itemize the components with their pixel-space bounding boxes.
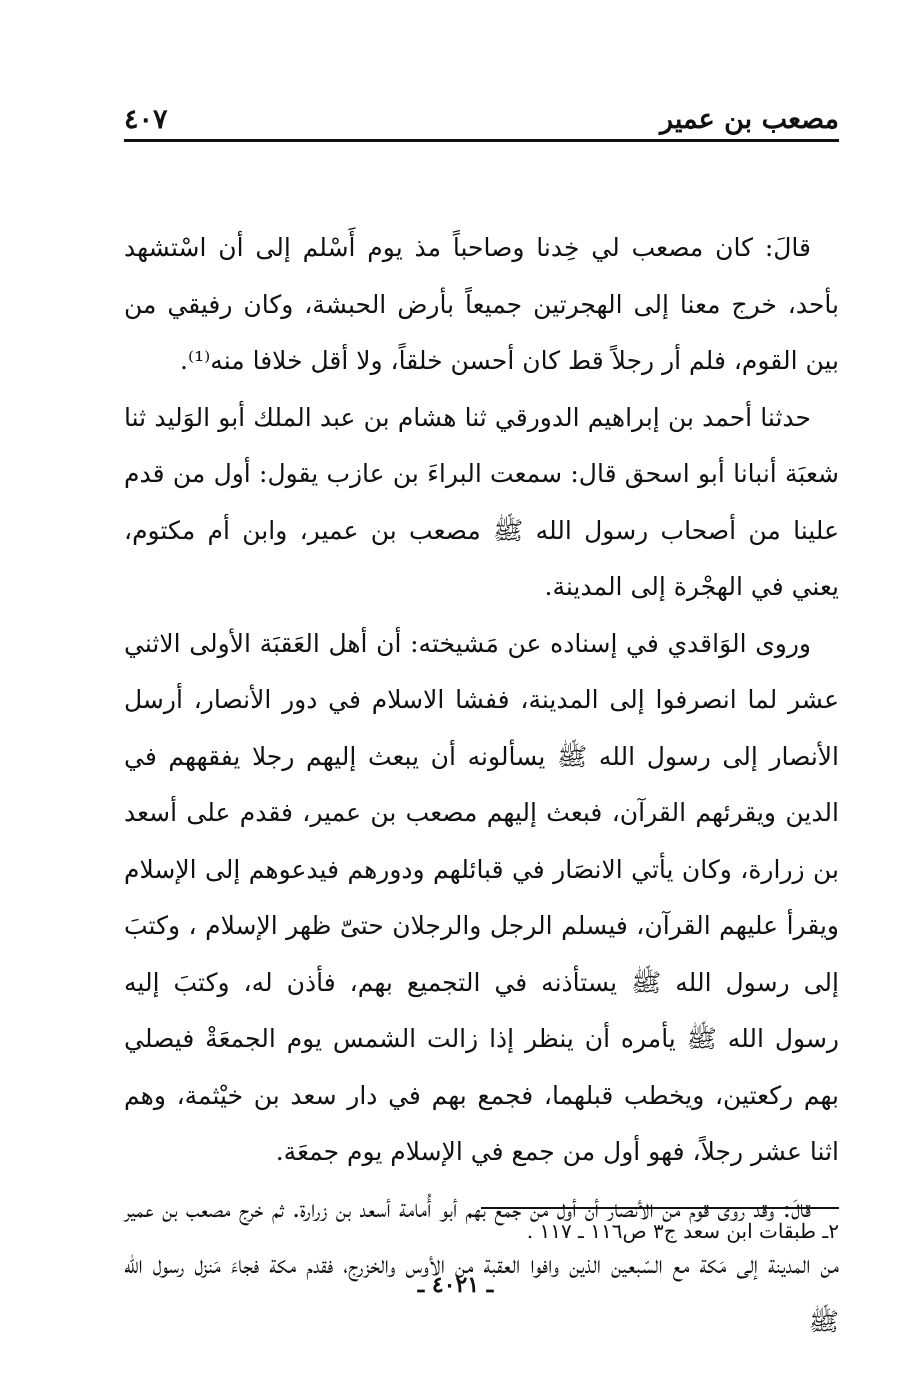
paragraph: قالَ: كان مصعب لي خِدنا وصاحباً مذ يوم أَسْلم إلى أن اسْتشهد بأحد، خرج معنا إلى الهجرتين جميعاً بأرض الحبشة، وكان رفيقي من بين القوم، فلم أر رجلاً قط كان أحسن خلقاً، ولا أقل خلافا منه⁽¹⁾. (124, 233, 839, 375)
body-text (124, 220, 839, 1350)
paragraph: حدثنا أحمد بن إبراهيم الدورقي ثنا هشام بن عبد الملك أبو الوَليد ثنا شعبَة أنبانا أبو اسحق قال: سمعت البراءَ بن عازب يقول: أول من قدم علينا من أصحاب رسول الله ﷺ مصعب بن عمير، وابن أم مكتوم، يعني في الهجْرة إلى المدينة. (124, 402, 839, 601)
paragraph: وروى الوَاقدي في إسناده عن مَشيخته: أن أهل العَقبَة الأولى الاثني عشر لما انصرفوا إلى المدينة، ففشا الاسلام في دور الأنصار، أرسل الأنصار إلى رسول الله ﷺ يسألونه أن يبعث إليهم رجلا يفقههم في الدين ويقرئهم القرآن، فبعث إليهم مصعب بن عمير، فقدم على أسعد بن زرارة، وكان يأتي الانصَار في قبائلهم ودورهم فيدعوهم إلى الإسلام ويقرأ عليهم القرآن، فيسلم الرجل والرجلان حتىّ ظهر الإسلام ، وكتبَ إلى رسول الله ﷺ يستأذنه في التجميع بهم، فأذن له، وكتبَ إليه رسول الله ﷺ يأمره أن ينظر إذا زالت الشمس يوم الجمعَةْ فيصلي بهم ركعتين، ويخطب قبلهما، فجمع بهم في دار سعد بن خيْثمة، وهم اثنا عشر رجلاً، فهو أول من جمع في الإسلام يوم جمعَة. (124, 628, 839, 1166)
folio-page-number: ـ ٤٠٢١ ـ (417, 1272, 494, 1298)
footnote-divider (481, 1207, 839, 1209)
paragraph: قالَ: وقد روى قوم من الأنصار أن أول من جمع بهم أبو أُمامة أسعد بن زرارة. ثم خرج مصعب بن عمير من المدينة إلى مَكة مع السّبعين الذين وافوا العقبة من الأوس والخزرج، فقدم مكة فجاءَ مَنزل رسول الله ﷺ (124, 1193, 839, 1336)
footnote: ٢ـ طبقات ابن سعد ج٣ ص١١٦ ـ ١١٧ . (526, 1219, 839, 1243)
header-title: مصعب بن عمير (659, 104, 839, 135)
running-header (124, 92, 839, 142)
header-page-number: ٤٠٧ (124, 104, 168, 135)
